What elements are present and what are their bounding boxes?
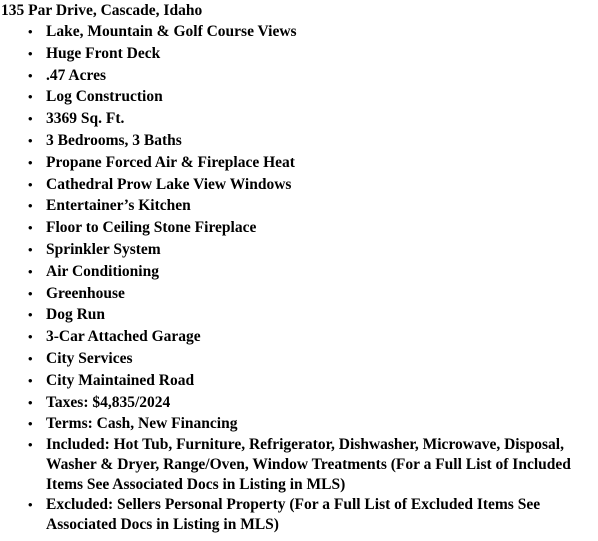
feature-item (1, 217, 598, 239)
bullet-icon: • (28, 111, 33, 127)
bullet-icon: • (28, 394, 33, 410)
bullet-icon: • (28, 67, 33, 83)
bullet-icon: • (28, 497, 33, 513)
feature-text: City Maintained Road (46, 371, 195, 389)
feature-item (1, 130, 598, 152)
feature-item (1, 392, 598, 414)
feature-item (1, 283, 598, 305)
feature-text: Dog Run (46, 306, 106, 324)
feature-item (1, 239, 598, 261)
bullet-icon: • (28, 176, 33, 192)
bullet-icon: • (28, 263, 33, 279)
bullet-icon: • (28, 329, 33, 345)
feature-item (1, 326, 598, 348)
feature-text: 3-Car Attached Garage (46, 328, 201, 346)
feature-text: Taxes: $4,835/2024 (46, 393, 171, 411)
feature-text: Excluded: Sellers Personal Property (For a Full List of Excluded Items See Associated Docs in Listing in MLS) (46, 496, 541, 534)
bullet-icon: • (28, 416, 33, 432)
feature-item (1, 261, 598, 283)
feature-item (1, 152, 598, 174)
feature-text: Included: Hot Tub, Furniture, Refrigerator, Dishwasher, Microwave, Disposal, Washer & Dryer, Range/Oven, Window Treatments (For a Full List of Included Items See Associated Docs in Listing in MLS) (46, 436, 571, 494)
feature-item (1, 21, 598, 43)
feature-text: 3369 Sq. Ft. (46, 110, 125, 128)
bullet-icon: • (28, 45, 33, 61)
bullet-icon: • (28, 24, 33, 39)
feature-item (1, 65, 598, 87)
bullet-icon: • (28, 89, 33, 105)
feature-item (1, 108, 598, 130)
bullet-icon: • (28, 372, 33, 388)
bullet-icon: • (28, 154, 33, 170)
feature-text: Floor to Ceiling Stone Fireplace (46, 219, 257, 237)
bullet-icon: • (28, 350, 33, 366)
feature-text: .47 Acres (46, 66, 106, 84)
property-address-heading: 135 Par Drive, Cascade, Idaho (1, 2, 203, 19)
feature-text: Propane Forced Air & Fireplace Heat (46, 153, 295, 171)
feature-list (1, 21, 598, 535)
feature-text: Entertainer’s Kitchen (46, 197, 191, 215)
feature-text: Huge Front Deck (46, 44, 161, 62)
feature-text: Cathedral Prow Lake View Windows (46, 175, 292, 193)
bullet-icon: • (28, 132, 33, 148)
feature-item (1, 174, 598, 196)
feature-item (1, 86, 598, 108)
feature-item (1, 435, 598, 495)
bullet-icon: • (28, 285, 33, 301)
feature-text: Terms: Cash, New Financing (46, 415, 238, 433)
feature-item (1, 348, 598, 370)
feature-item (1, 370, 598, 392)
feature-text: City Services (46, 349, 133, 367)
bullet-icon: • (28, 198, 33, 214)
bullet-icon: • (28, 307, 33, 323)
feature-item (1, 43, 598, 65)
feature-item (1, 304, 598, 326)
feature-text: Sprinkler System (46, 240, 161, 258)
bullet-icon: • (28, 220, 33, 236)
feature-text: 3 Bedrooms, 3 Baths (46, 131, 182, 149)
feature-text: Log Construction (46, 88, 163, 106)
feature-text: Air Conditioning (46, 262, 159, 280)
bullet-icon: • (28, 241, 33, 257)
feature-item (1, 495, 598, 535)
bullet-icon: • (28, 437, 33, 453)
feature-item (1, 195, 598, 217)
feature-text: Greenhouse (46, 284, 125, 302)
feature-text: Lake, Mountain & Golf Course Views (46, 23, 297, 40)
feature-item (1, 413, 598, 435)
